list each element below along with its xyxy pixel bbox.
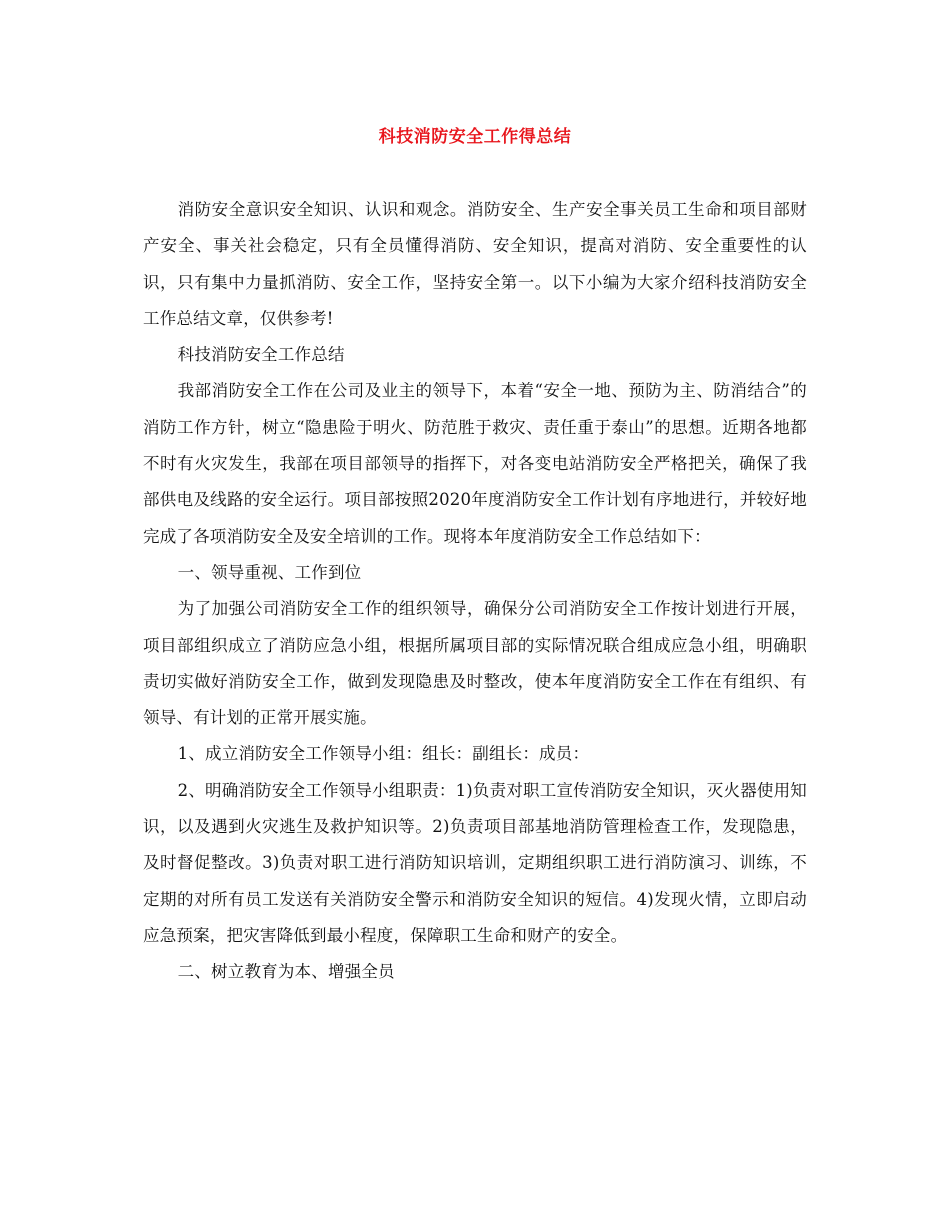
intro-paragraph: 消防安全意识安全知识、认识和观念。消防安全、生产安全事关员工生命和项目部财产安全、事关社会稳定，只有全员懂得消防、安全知识，提高对消防、安全重要性的认识，只有集中力量抓消防、安全工作，坚持安全第一。以下小编为大家介绍科技消防安全工作总结文章，仅供参考! [143,200,807,328]
section-heading-1: 一、领导重视、工作到位 [177,562,362,582]
list-item-1: 1、成立消防安全工作领导小组：组长：副组长：成员： [177,744,590,764]
list-item-2: 2、明确消防安全工作领导小组职责：1)负责对职工宣传消防安全知识，灭火器使用知识，以及遇到火灾逃生及救护知识等。2)负责项目部基地消防管理检查工作，发现隐患，及时督促整改。3)负责对职工进行消防知识培训，定期组织职工进行消防演习、训练，不定期的对所有员工发送有关消防安全警示和消防安全知识的短信。4)发现火情，立即启动应急预案，把灾害降低到最小程度，保障职工生命和财产的安全。 [143,780,807,945]
subtitle-paragraph: 科技消防安全工作总结 [177,345,345,365]
document-title: 科技消防安全工作得总结 [378,127,572,147]
section-heading-2: 二、树立教育为本、增强全员 [177,962,395,982]
overview-paragraph: 我部消防安全工作在公司及业主的领导下，本着“安全一地、预防为主、防消结合”的消防工作方针，树立“隐患险于明火、防范胜于救灾、责任重于泰山”的思想。近期各地都不时有火灾发生，我部在项目部领导的指挥下，对各变电站消防安全严格把关，确保了我部供电及线路的安全运行。项目部按照2020年度消防安全工作计划有序地进行，并较好地完成了各项消防安全及安全培训的工作。现将本年度消防安全工作总结如下： [143,381,807,546]
document-body [143,192,807,991]
section-1-paragraph: 为了加强公司消防安全工作的组织领导，确保分公司消防安全工作按计划进行开展，项目部组织成立了消防应急小组，根据所属项目部的实际情况联合组成应急小组，明确职责切实做好消防安全工作，做到发现隐患及时整改，使本年度消防安全工作在有组织、有领导、有计划的正常开展实施。 [143,599,807,728]
